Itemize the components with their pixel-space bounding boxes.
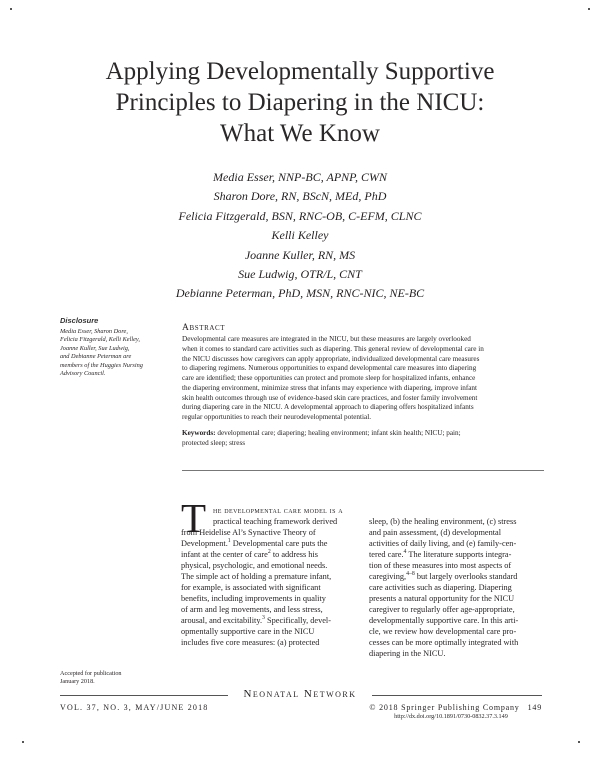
disclosure-line: and Debianne Peterman are [60, 353, 132, 361]
author: Media Esser, NNP-BC, APNP, CWN [213, 170, 387, 184]
body-line: presents a natural opportunity for the NICU [369, 594, 515, 603]
abstract-heading: Abstract [182, 323, 226, 333]
abstract-line: to diapering regimens. Numerous opportunities to expand developmental care measures into diapering [182, 364, 477, 373]
abstract-line: regular opportunities to reach their neurodevelopmental potential. [182, 413, 372, 421]
body-line: care activities such as diapering. Diapering [369, 583, 512, 592]
body-line: arousal, and excitability.$^3$ Specifically, devel- [181, 615, 331, 625]
abstract-line: the NICU discusses how caregivers can apply appropriate, individualized developmental care measures [182, 354, 480, 363]
volume-info: VOL. 37, NO. 3, MAY/JUNE 2018 [60, 703, 209, 712]
abstract-line: when it comes to standard care activities such as diapering. This general review of developmental care in [182, 344, 484, 353]
body-line: benefits, including improvements in quality [181, 594, 326, 603]
body-line: physical, psychologic, and emotional needs. [181, 561, 328, 570]
keywords-label: Keywords: [182, 428, 216, 437]
abstract-line: skin health outcomes through use of evidence-based skin care practices, and foster family involvement [182, 393, 478, 402]
author: Joanne Kuller, RN, MS [244, 247, 356, 262]
body-column-1 [181, 505, 355, 648]
registration-dot [22, 741, 24, 743]
copyright-line [330, 702, 542, 713]
registration-dot [578, 741, 580, 743]
journal-name: Neonatal Network [243, 688, 357, 700]
accepted-line: Accepted for publication [60, 670, 122, 677]
disclosure-sidebar [60, 316, 164, 378]
body-line: cesses can be more optimally integrated with [369, 638, 519, 647]
copyright-text: © 2018 Springer Publishing Company [369, 703, 520, 712]
abstract-line: during diapering care in the NICU. A developmental approach to diapering offers hospitalized infants [182, 403, 474, 412]
body-line: infant at the center of care$^2$ to address his [181, 549, 318, 559]
title-line-2: Principles to Diapering in the NICU: [115, 89, 485, 116]
page-number: 149 [527, 703, 542, 712]
body-line: Development.$^1$ Developmental care puts the [181, 538, 328, 548]
title-line-3: What We Know [220, 120, 380, 147]
article-title [40, 56, 560, 149]
abstract-line: care are identified; these opportunities can protect and promote sleep for hospitalized infants, enhance [182, 374, 476, 382]
author: Sharon Dore, RN, BScN, MEd, PhD [213, 189, 387, 204]
body-line: of arm and leg movements, and less stress, [181, 605, 323, 614]
body-line: he developmental care model is a [213, 506, 344, 515]
disclosure-line: Joanne Kuller, Sue Ludwig, [60, 344, 130, 352]
abstract [182, 322, 544, 448]
disclosure-line: members of the Huggies Nursing [60, 361, 143, 369]
disclosure-body [60, 328, 164, 378]
body-line: activities of daily living, and (e) family-cen- [369, 539, 517, 548]
abstract-body [182, 335, 544, 423]
body-line: caregiver to regularly offer age-appropriate, [369, 605, 515, 614]
disclosure-line: Felicia Fitzgerald, Kelli Kelley, [60, 336, 140, 344]
author: Felicia Fitzgerald, BSN, RNC-OB, C-EFM, CLNC [178, 208, 422, 223]
keywords-text: protected sleep; stress [182, 438, 246, 447]
body-line: for example, is associated with significant [181, 583, 321, 592]
registration-dot [588, 8, 590, 10]
body-line: includes five core measures: (a) protected [181, 638, 320, 647]
body-line: diapering in the NICU. [369, 649, 446, 658]
disclosure-line: Advisory Council. [60, 370, 106, 378]
body-line: from Heidelise Al’s Synactive Theory of [181, 528, 316, 537]
disclosure-line: Media Esser, Sharon Dore, [60, 328, 128, 335]
body-line: tered care.$^4$ The literature supports integra- [369, 549, 512, 559]
author-list [100, 168, 500, 304]
abstract-line: Developmental care measures are integrated in the NICU, but these measures are largely overlooked [182, 335, 471, 343]
body-line: The simple act of holding a premature infant, [181, 572, 332, 581]
body-line: sleep, (b) the healing environment, (c) stress [369, 517, 517, 526]
footer-rule-left [60, 695, 228, 696]
body-line: practical teaching framework derived [213, 517, 338, 526]
accepted-note [60, 670, 170, 686]
drop-cap: T [181, 495, 207, 541]
body-line: tion of these measures into most aspects of [369, 561, 512, 570]
keywords [182, 429, 544, 449]
disclosure-heading: Disclosure [60, 316, 99, 325]
author: Debianne Peterman, PhD, MSN, RNC-NIC, NE-BC [175, 286, 425, 301]
accepted-line: January 2018. [60, 678, 95, 685]
author: Sue Ludwig, OTR/L, CNT [238, 267, 362, 282]
abstract-line: the diapering environment, minimize stress that infants may experience with diapering, improve infant [182, 383, 477, 392]
registration-dot [10, 8, 12, 10]
body-line: cle, we review how developmental care pro- [369, 627, 517, 636]
body-line: and pain assessment, (d) developmental [369, 528, 502, 537]
abstract-divider [182, 470, 544, 471]
body-line: caregiving,$^{4-8}$ but largely overlooks standard [369, 571, 518, 581]
author: Kelli Kelley [271, 228, 329, 243]
body-line: opmentally supportive care in the NICU [181, 627, 315, 636]
doi-link[interactable]: http://dx.doi.org/10.1891/0730-0832.37.3.149 [394, 713, 508, 720]
title-line-1: Applying Developmentally Supportive [105, 58, 495, 85]
body-line: developmentally supportive care. In this arti- [369, 616, 519, 625]
body-column-2 [369, 516, 545, 659]
keywords-text: developmental care; diapering; healing environment; infant skin health; NICU; pain; [217, 428, 461, 437]
footer-rule-right [372, 695, 542, 696]
